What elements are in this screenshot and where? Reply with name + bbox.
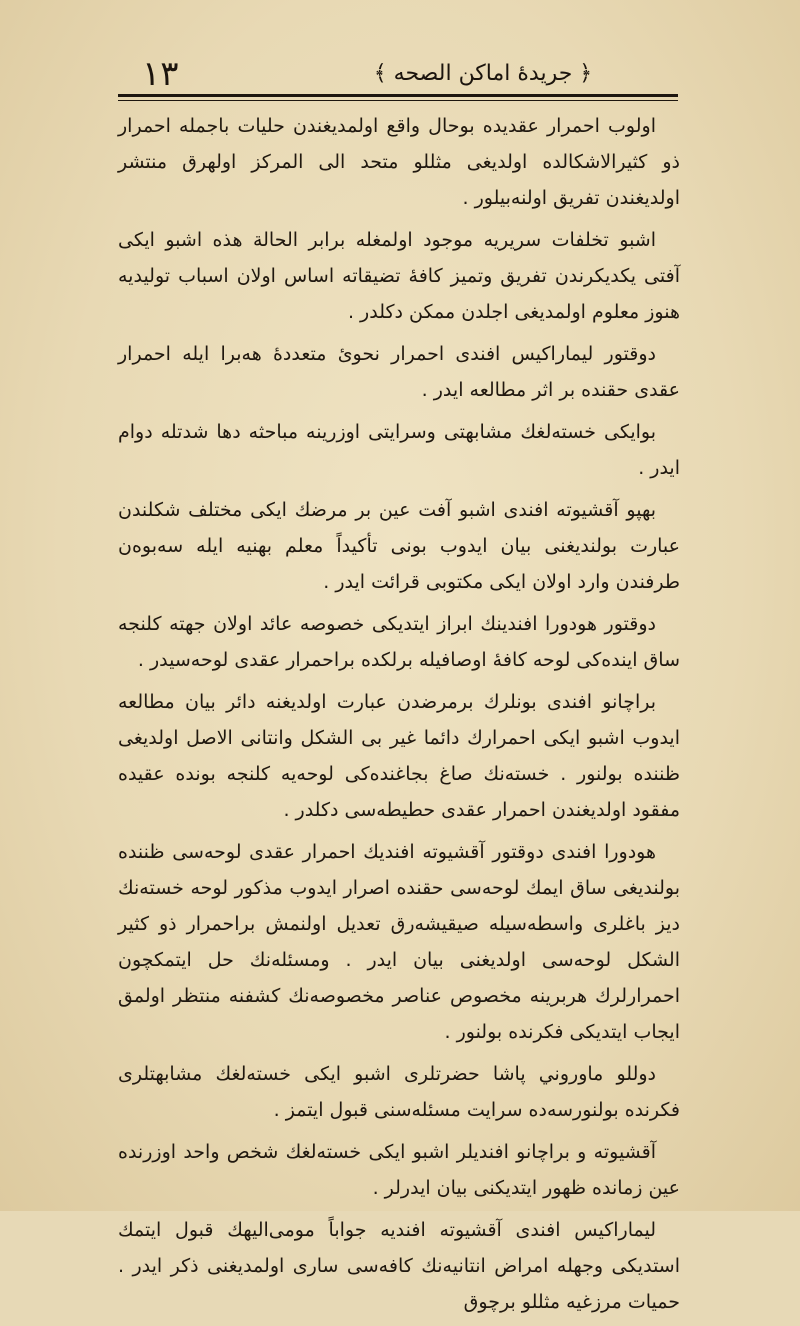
- paragraph: هودورا افندى دوقتور آقشيوته افنديك احمرار عقدى لوحه‌سى ظننده بولنديغى ساق ايمك لوحه‌سى حقنده اصرار ايدوب مذكور لوحه خسته‌نك ديز باغلرى واسطه‌سيله صيقيشه‌رق تعديل اولنمش براحمرار ذو كثير الشكل لوحه‌سى اولديغنى بيان ايدر . ومسئله‌نك حل ايتمكچون احمرارلرك هربرينه مخصوص عناصر مخصوصه‌نك كشفنه منتظر اولمق ايجاب ايتديكى فكرنده بولنور .: [118, 841, 680, 1043]
- paragraph: بوايكى خسته‌لغك مشابهتى وسرايتى اوزرينه مباحثه دها شدتله دوام ايدر .: [118, 421, 680, 479]
- paragraph: دوقتور ليماراكيس افندى احمرار نحوىٔ متعددهٔ هه‌برا ايله احمرار عقدى حقنده بر اثر مطالعه ايدر .: [118, 343, 680, 401]
- paragraph: آقشيوته و براچانو افنديلر اشبو ايكى خسته‌لغك شخص واحد اوزرنده عين زمانده ظهور ايتديكنى بيان ايدرلر .: [118, 1141, 680, 1199]
- paragraph: دوقتور هودورا افندينك ابراز ايتديكى خصوصه عائد اولان جهته كلنجه ساق اينده‌كى لوحه كافهٔ اوصافيله برلكده براحمرار عقدى لوحه‌سيدر .: [118, 613, 680, 671]
- paragraph: بهپو آقشيوته افندى اشبو آفت عين بر مرضك ايكى مختلف شكلندن عبارت بولنديغنى بيان ايدوب بونى تأكيداً معلم بهنيه ايله سه‌بوه‌ن طرفندن وارد اولان ايكى مكتوبى قرائت ايدر .: [118, 499, 680, 593]
- paragraph: ليماراكيس افندى آقشيوته افنديه جواباً مومى‌اليهك قبول ايتمك استديكى وجهله امراض انتانيه‌نك كافه‌سى سارى اولمديغنى ذكر ايدر . حميات مرزغيه مثللو برچوق: [118, 1219, 680, 1313]
- paragraph: اشبو تخلفات سريريه موجود اولمغله برابر الحالة هذه اشبو ايكى آفتى يكديكرندن تفريق وتميز كافهٔ تضيقاته اساس اولان اسباب توليديه هنوز معلوم اولمديغى اجلدن ممكن دكلدر .: [118, 229, 680, 323]
- header-rule-thick: [118, 94, 678, 97]
- header-rule-thin: [118, 100, 678, 101]
- paragraph: اولوب احمرار عقديده بوحال واقع اولمديغندن حليات باجمله احمرار ذو كثيرالاشكالده اولديغى مثللو متحد الى المركز اولهرق منتشر اولديغندن تفريق اولنه‌بيلور .: [118, 115, 680, 209]
- paragraph: براچانو افندى بونلرك برمرضدن عبارت اولديغنه دائر بيان مطالعه ايدوب اشبو ايكى احمرارك دائما غير بى الشكل وانتانى الاصل اولديغى ظننده بولنور . خسته‌نك صاغ بجاغنده‌كى لوحه‌يه كلنجه بونده عقيده مفقود اولديغندن احمرار عقدى حطيطه‌سى دكلدر .: [118, 691, 680, 821]
- page-header: [118, 52, 678, 96]
- running-title: ﴿ جريدهٔ اماكن الصحه ﴾: [373, 61, 593, 86]
- page-number: ١٣: [142, 54, 179, 94]
- article-body: [118, 108, 680, 1326]
- paragraph: دوللو ماوروني پاشا حضرتلرى اشبو ايكى خسته‌لغك مشابهتلرى فكرنده بولنورسه‌ده سرايت مسئله‌سنى قبول ايتمز .: [118, 1063, 680, 1121]
